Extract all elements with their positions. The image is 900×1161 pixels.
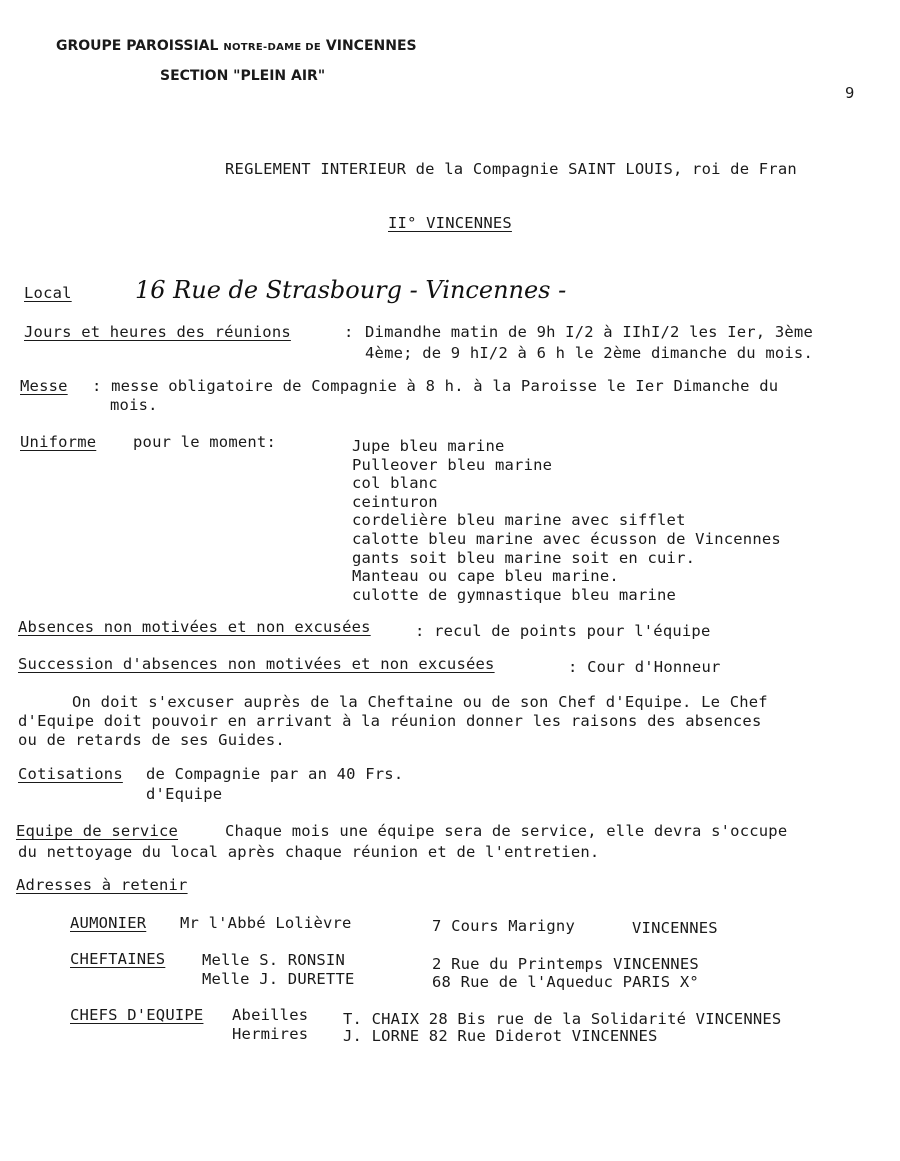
- messe-line-1: : messe obligatoire de Compagnie à 8 h. à la Paroisse le Ier Dimanche du: [92, 377, 779, 395]
- local-label: Local: [24, 284, 72, 302]
- letterhead-group: GROUPE PAROISSIAL: [56, 38, 219, 54]
- cheftaine-name-1: Melle S. RONSIN: [202, 951, 345, 969]
- aumonier-label: AUMONIER: [70, 914, 147, 932]
- uniforme-item: calotte bleu marine avec écusson de Vincennes: [352, 529, 781, 548]
- cotisations-line-2: d'Equipe: [146, 785, 223, 803]
- aumonier-name: Mr l'Abbé Lolièvre: [180, 914, 352, 932]
- cheftaines-label: CHEFTAINES: [70, 950, 166, 968]
- letterhead-line-1: [56, 38, 417, 54]
- equipe-service-line-1: Chaque mois une équipe sera de service, elle devra s'occupe: [225, 822, 788, 840]
- uniforme-item: cordelière bleu marine avec sifflet: [352, 511, 686, 530]
- letterhead-parish: NOTRE-DAME DE: [223, 42, 322, 53]
- equipe-service-line-2: du nettoyage du local après chaque réunion et de l'entretien.: [18, 843, 600, 861]
- uniforme-item: Jupe bleu marine: [352, 437, 505, 455]
- uniforme-item: Pulleover bleu marine: [352, 455, 553, 474]
- aumonier-address: 7 Cours Marigny: [432, 917, 575, 935]
- messe-line-2: mois.: [110, 396, 158, 414]
- reunions-line-1: Dimandhe matin de 9h I/2 à IIhI/2 les Ier, 3ème: [365, 323, 813, 341]
- local-handwritten-address: 16 Rue de Strasbourg - Vincennes -: [135, 276, 567, 304]
- reunions-separator: :: [344, 323, 354, 341]
- cheftaine-address-2: 68 Rue de l'Aqueduc PARIS X°: [432, 973, 699, 991]
- chefs-entry-1: T. CHAIX 28 Bis rue de la Solidarité VINCENNES: [343, 1010, 782, 1028]
- messe-label: Messe: [20, 377, 68, 395]
- document-subtitle: II° VINCENNES: [388, 214, 512, 232]
- paragraph-line-2: d'Equipe doit pouvoir en arrivant à la réunion donner les raisons des absences: [18, 712, 762, 730]
- letterhead-section: SECTION "PLEIN AIR": [160, 68, 326, 84]
- succession-value: : Cour d'Honneur: [568, 658, 721, 676]
- uniforme-item: gants soit bleu marine soit en cuir.: [352, 548, 696, 567]
- cheftaine-name-2: Melle J. DURETTE: [202, 970, 355, 988]
- uniforme-item: culotte de gymnastique bleu marine: [352, 585, 677, 604]
- adresses-label: Adresses à retenir: [16, 876, 188, 894]
- page-number: 9: [845, 84, 855, 102]
- paragraph-line-1: On doit s'excuser auprès de la Cheftaine ou de son Chef d'Equipe. Le Chef: [72, 693, 768, 711]
- chefs-team-1: Abeilles: [232, 1006, 309, 1024]
- paragraph-line-3: ou de retards de ses Guides.: [18, 731, 285, 749]
- document-title: REGLEMENT INTERIEUR de la Compagnie SAINT LOUIS, roi de Fran: [225, 160, 797, 178]
- cotisations-line-1: de Compagnie par an 40 Frs.: [146, 765, 404, 783]
- chefs-team-2: Hermires: [232, 1025, 309, 1043]
- uniforme-list: [352, 437, 781, 604]
- absences-value: : recul de points pour l'équipe: [415, 622, 711, 640]
- uniforme-item: ceinturon: [352, 492, 438, 511]
- cheftaine-address-1: 2 Rue du Printemps VINCENNES: [432, 955, 699, 973]
- reunions-label: Jours et heures des réunions: [24, 323, 291, 341]
- uniforme-item: col blanc: [352, 474, 438, 493]
- uniforme-label: Uniforme: [20, 433, 97, 451]
- chefs-entry-2: J. LORNE 82 Rue Diderot VINCENNES: [343, 1027, 658, 1045]
- aumonier-city: VINCENNES: [632, 919, 718, 937]
- succession-label: Succession d'absences non motivées et non excusées: [18, 655, 495, 673]
- uniforme-item: Manteau ou cape bleu marine.: [352, 567, 619, 586]
- chefs-equipe-label: CHEFS D'EQUIPE: [70, 1006, 204, 1024]
- letterhead-city: VINCENNES: [325, 38, 417, 54]
- reunions-line-2: 4ème; de 9 hI/2 à 6 h le 2ème dimanche du mois.: [365, 344, 813, 362]
- equipe-service-label: Equipe de service: [16, 822, 179, 840]
- cotisations-label: Cotisations: [18, 765, 123, 783]
- uniforme-intro: pour le moment:: [133, 433, 276, 451]
- absences-label: Absences non motivées et non excusées: [18, 618, 371, 636]
